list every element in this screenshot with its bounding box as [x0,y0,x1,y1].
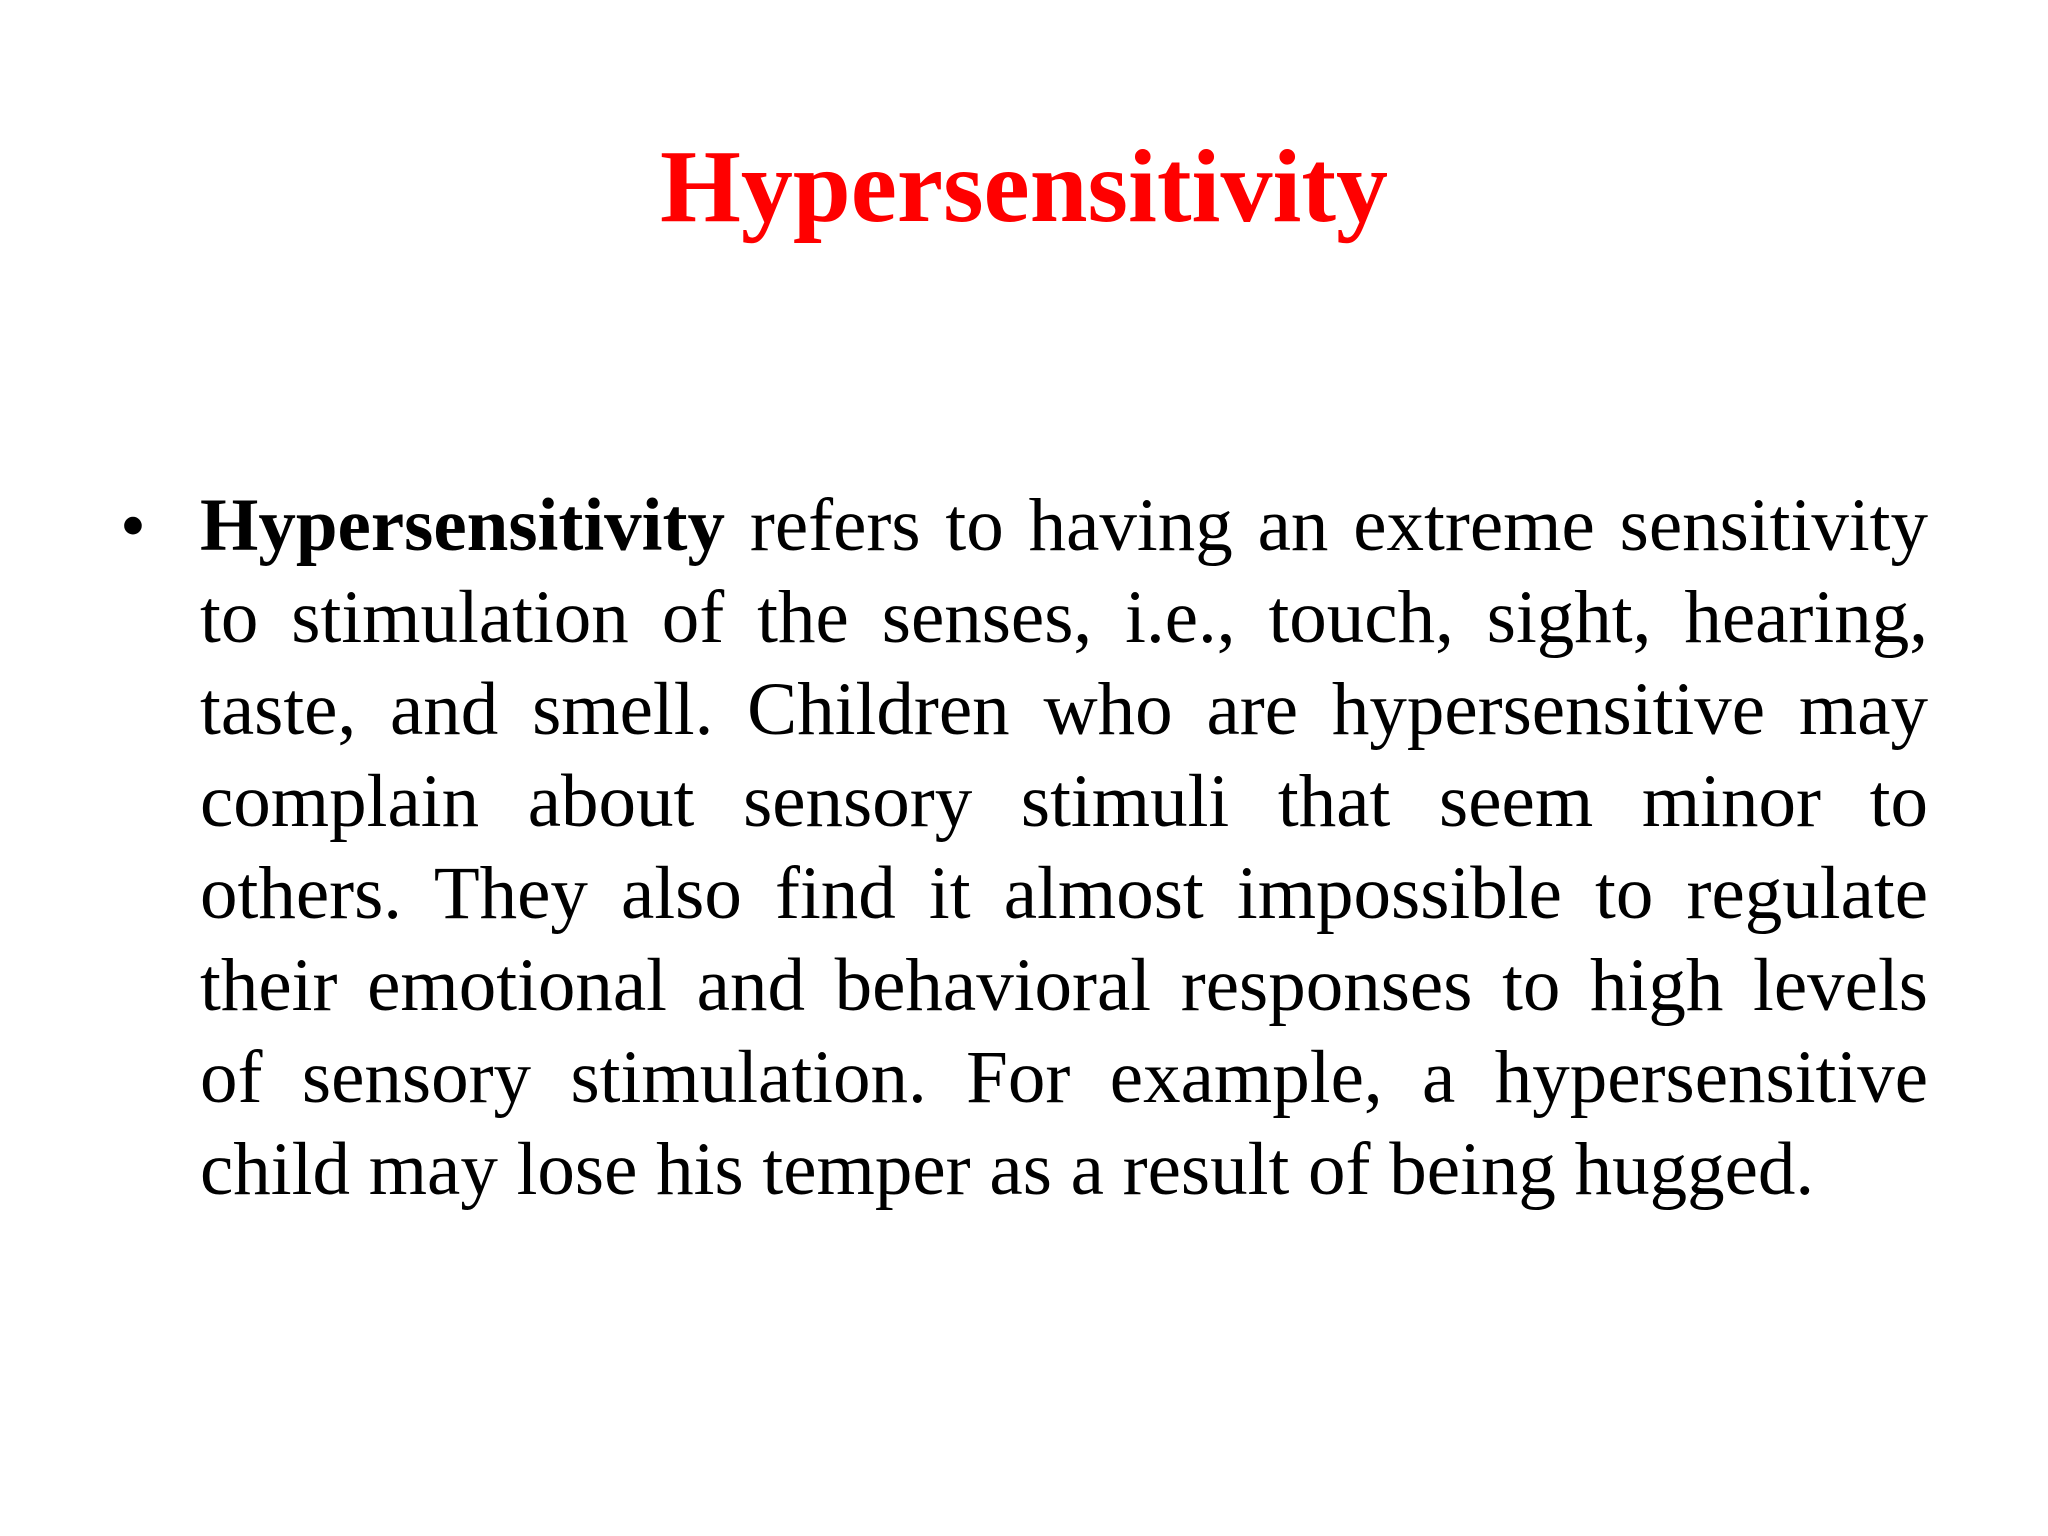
bullet-term: Hypersensitivity [200,484,725,567]
bullet-list [120,480,1928,1216]
bullet-dot-icon: • [120,485,146,567]
bullet-item [120,480,1928,1216]
bullet-text [200,480,1928,1216]
bullet-body: refers to having an extreme sensitivity to stimulation of the senses, i.e., touch, sight, hearing, taste, and smell. Children who are hypersensitive may complain about sensory stimuli that seem minor to others. They also find it almost impossible to regulate their emotional and behavioral responses to high levels of sensory stimulation. For example, a hypersensitive child may lose his temper as a result of being hugged. [200,484,1928,1211]
slide-title: Hypersensitivity [660,129,1388,244]
